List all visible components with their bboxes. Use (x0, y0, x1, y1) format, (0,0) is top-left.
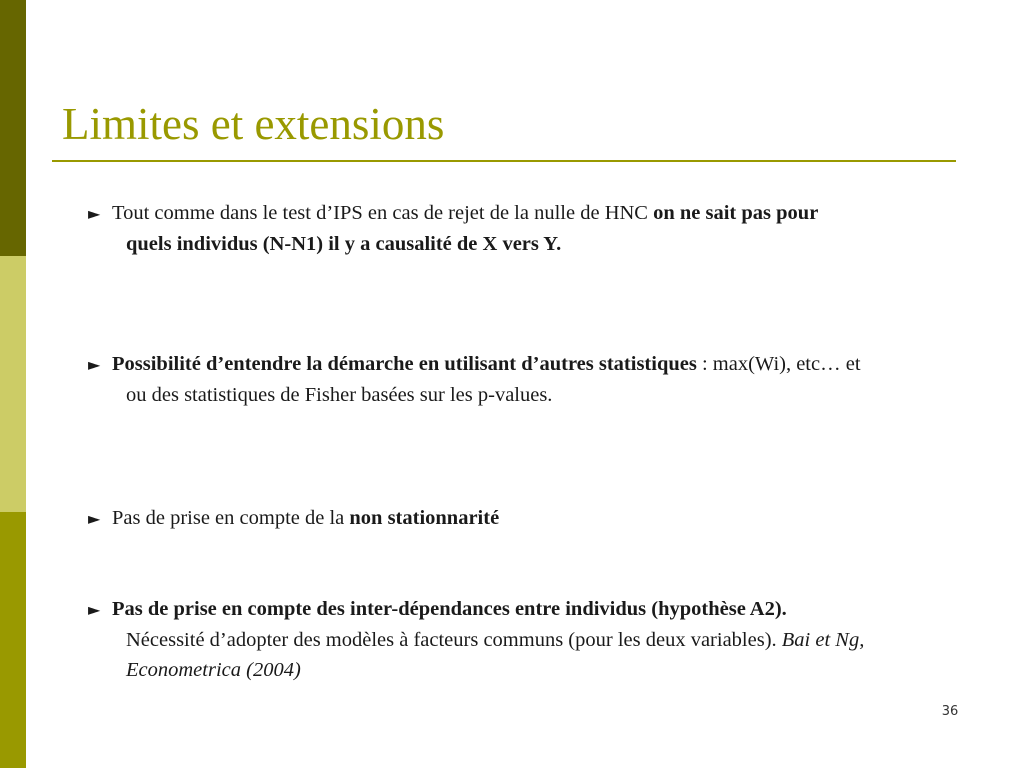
bullet-emphasis: Pas de prise en compte des inter-dépendances entre individus (hypothèse A2). (112, 598, 787, 620)
bullet-item (88, 198, 866, 259)
bullet-item (88, 594, 866, 685)
bullet-emphasis: Possibilité d’entendre la démarche en utilisant d’autres statistiques (112, 353, 697, 375)
bullet-text: Pas de prise en compte de la (112, 507, 350, 529)
bullet-item (88, 349, 866, 410)
bullet-marker-icon: ► (88, 509, 101, 528)
sidebar-segment-bottom (0, 512, 26, 768)
bullet-emphasis: on ne sait pas pour quels individus (N-N1) il y a causalité de X vers Y. (126, 202, 818, 255)
sidebar-decoration (0, 0, 26, 768)
slide-title: Limites et extensions (62, 99, 445, 149)
title-underline (52, 160, 956, 162)
bullet-citation: Bai et Ng, Econometrica (2004) (126, 629, 865, 681)
bullet-item (88, 503, 866, 534)
bullet-marker-icon: ► (88, 600, 101, 619)
bullet-marker-icon: ► (88, 355, 101, 374)
sidebar-segment-top (0, 0, 26, 256)
bullet-emphasis: non stationnarité (349, 507, 500, 529)
sidebar-segment-middle (0, 256, 26, 512)
bullet-text: Nécessité d’adopter des modèles à facteurs communs (pour les deux variables). (126, 629, 782, 651)
bullet-marker-icon: ► (88, 204, 101, 223)
page-number: 36 (941, 704, 959, 719)
bullet-text: : max(Wi), etc… et ou des statistiques de Fisher basées sur les p-values. (126, 353, 861, 406)
bullet-text: Tout comme dans le test d’IPS en cas de rejet de la nulle de HNC (112, 202, 654, 224)
